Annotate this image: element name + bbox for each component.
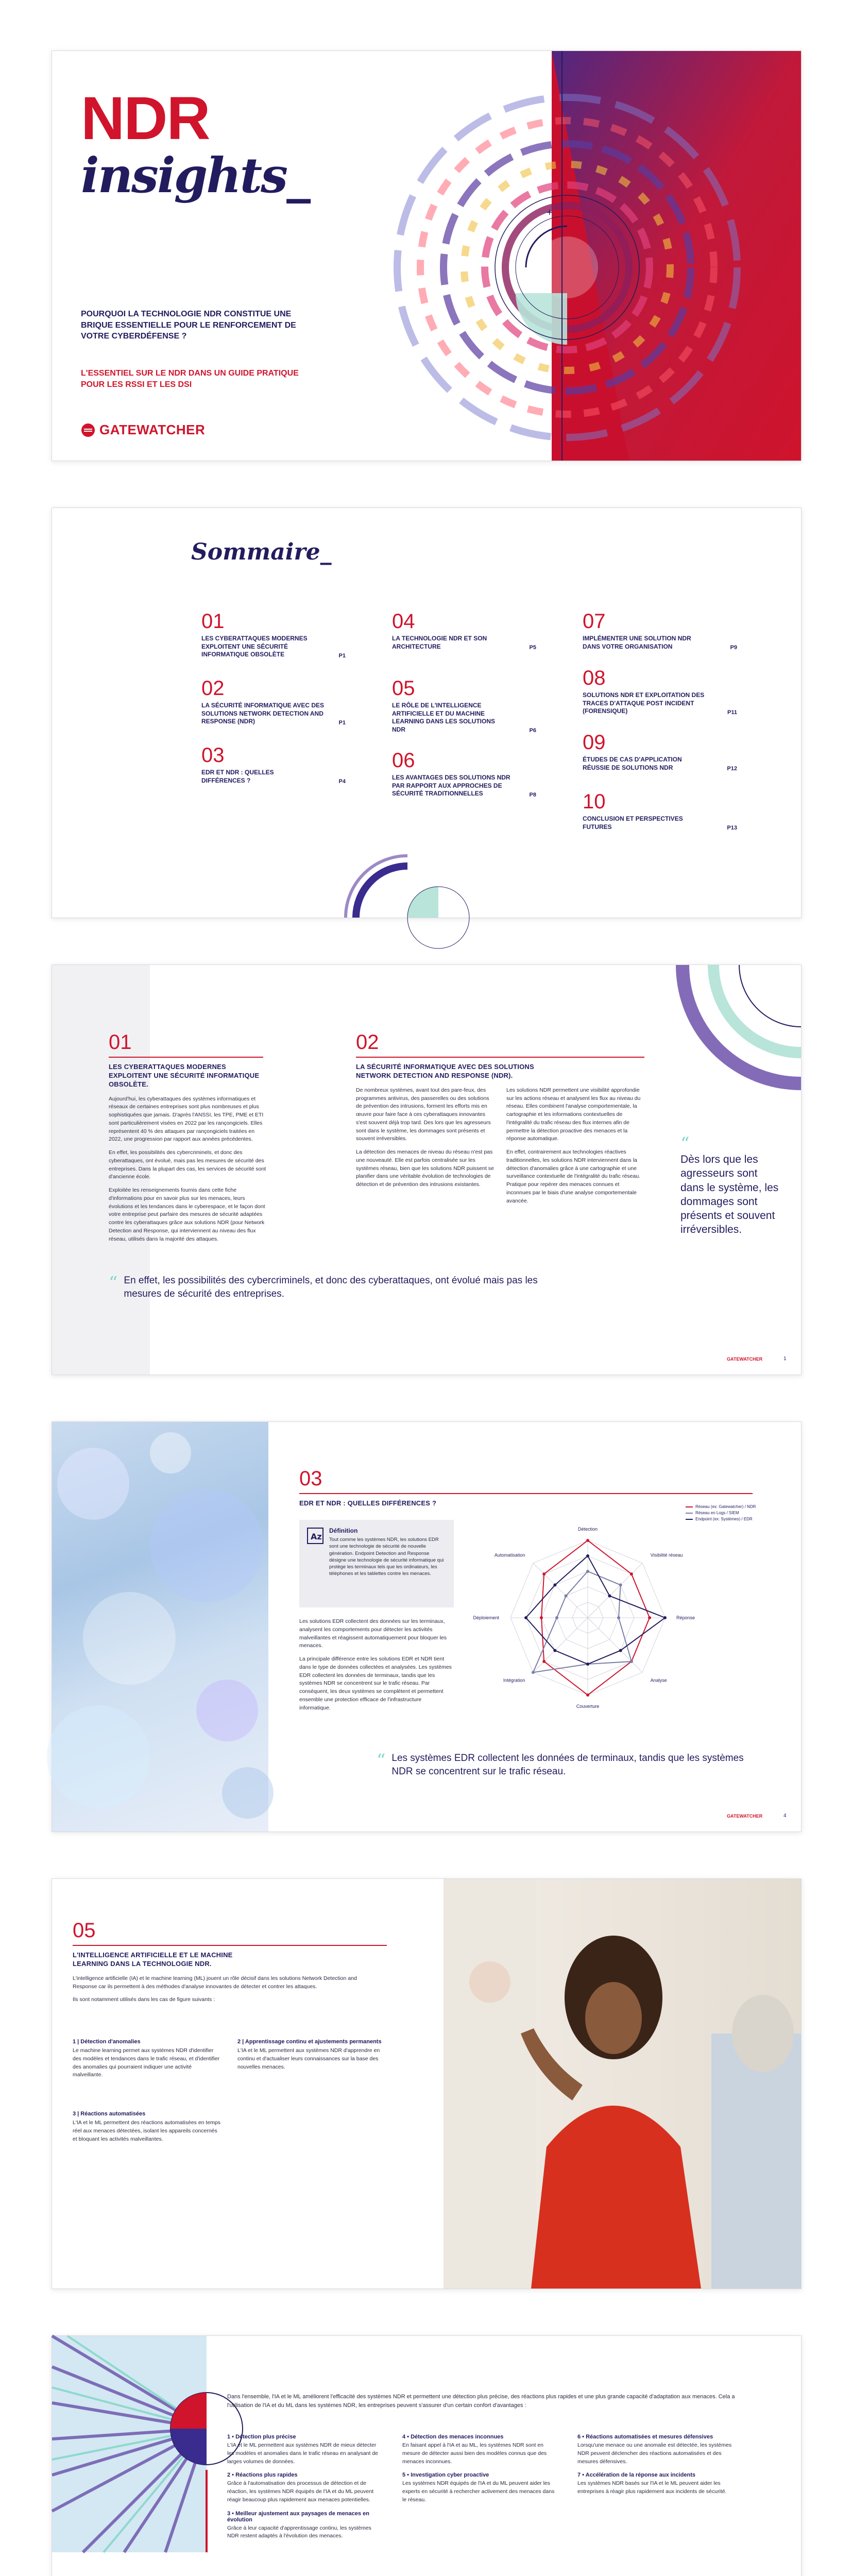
side-quote [680, 1135, 783, 1237]
paragraph: Exploitée les renseignements fournis dans cette fiche d'informations pour en savoir plus sur les menaces, leurs évolutions et les tendances dans le cyberespace, et le façon dont votre entreprise peut parfaire des mesures de sécurité adaptées contre les cyberattaques grâce aux solutions NDR (pour Network Detection and Response, qui interviennent au niveau des flux réseau, utilisés dans la majorité des attaques. [109, 1187, 265, 1242]
section-title: EDR ET NDR : QUELLES DIFFÉRENCES ? [299, 1499, 437, 1507]
cover-subtitle-italic: insights_ [81, 147, 310, 204]
benefits-col-2 [402, 2434, 557, 2510]
radar-point [630, 1660, 633, 1663]
radar-point [586, 1663, 589, 1666]
benefit-text: Les systèmes NDR basés sur l'IA et le ML peuvent aider les entreprises à réagir plus rapidement aux incidents de sécurité. [577, 2480, 727, 2495]
page-number: 4 [783, 1813, 787, 1819]
toc-number: 09 [583, 731, 606, 754]
toc-title: IMPLÉMENTER UNE SOLUTION NDR DANS VOTRE ORGANISATION [583, 635, 691, 650]
gatewatcher-logo [81, 422, 205, 438]
legend-item [686, 1517, 783, 1521]
page-03 [52, 1421, 802, 1832]
cover-page [52, 50, 802, 461]
section-rule [356, 1057, 644, 1058]
cover-question: POURQUOI LA TECHNOLOGIE NDR CONSTITUE UNE BRIQUE ESSENTIELLE POUR LE RENFORCEMENT DE VOTRE CYBERDÉFENSE ? [81, 310, 296, 341]
benefit-title: 6 • Réactions automatisées et mesures défensives [577, 2434, 713, 2440]
toc-item[interactable] [583, 668, 737, 716]
benefit-item [402, 2472, 557, 2504]
toc-item[interactable] [201, 611, 346, 659]
benefit-text: Le machine learning permet aux systèmes NDR d'identifier des modèles et tendances dans le trafic réseau, et d'identifier des anomalies qui pourraient indiquer une activité malveillante. [73, 2047, 220, 2078]
radar-point [619, 1649, 622, 1652]
legend-label: Réseau en Logs / SIEM [695, 1511, 739, 1515]
benefits-col-1 [227, 2434, 382, 2546]
page-benefits [52, 2335, 802, 2576]
radar-point [619, 1583, 622, 1586]
toc-page: P13 [727, 825, 737, 832]
toc-page: P4 [338, 778, 346, 785]
toc-number: 02 [201, 677, 225, 700]
toc-number: 01 [201, 610, 225, 633]
paragraph: L'intelligence artificielle (IA) et le machine learning (ML) jouent un rôle décisif dans les solutions Network Detection and Response car ils permettent à des méthodes d'analyse innovantes de détecter et contrer les attaques. [73, 1975, 357, 1990]
chart-legend [686, 1504, 783, 1521]
cover-abstract-art [413, 51, 801, 461]
paragraph: Les solutions NDR permettent une visibilité approfondie sur les actions réseau et analysent les flux au niveau du réseau. Elles combinent l'analyse comportementale, la cartographie et les informations contextuelles de l'intégralité du trafic réseau des flux internes afin de permettre la détection proactive des menaces et la réponse automatique. [506, 1087, 641, 1142]
quote-mark-icon: “ [109, 1273, 118, 1293]
benefit-title: 1 • Détection plus précise [227, 2434, 296, 2440]
paragraph: Ils sont notamment utilisés dans les cas de figure suivants : [73, 1996, 215, 2003]
radar-point [532, 1671, 535, 1674]
toc-title: LE RÔLE DE L'INTELLIGENCE ARTIFICIELLE ET DU MACHINE LEARNING DANS LES SOLUTIONS NDR [392, 702, 496, 733]
radar-axis-label: Déploiement [473, 1615, 499, 1620]
benefit-2 [237, 2039, 387, 2076]
benefit-title: 1 | Détection d'anomalies [73, 2039, 141, 2045]
benefit-text: L'IA et le ML permettent des réactions automatisées en temps réel aux menaces détectées, isolant les appareils concernés et bloquant les activités malveillantes. [73, 2120, 221, 2142]
benefit-item [402, 2434, 557, 2466]
radar-point [542, 1572, 546, 1575]
legend-swatch-icon [686, 1513, 693, 1514]
toc-page: P12 [727, 766, 737, 772]
section-05 [73, 1920, 382, 2009]
benefit-title: 5 • Investigation cyber proactive [402, 2472, 489, 2479]
section-02 [356, 1032, 655, 1210]
radar-point [586, 1554, 589, 1557]
benefit-item [227, 2472, 382, 2504]
legend-item [686, 1504, 783, 1509]
benefit-title: 3 • Meilleur ajustement aux paysages de menaces en évolution [227, 2510, 369, 2523]
paragraph: La détection des menaces de niveau du réseau n'est pas une nouveauté. Elle est parfois centralisée sur les systèmes réseau, bien que les solutions NDR puissent se planifier dans une véritable évolution de technologies de détection et de prévention des intrusions existantes. [356, 1149, 494, 1188]
quote-text: Les systèmes EDR collectent les données de terminaux, tandis que les systèmes NDR se concentrent sur le trafic réseau. [391, 1753, 744, 1777]
corner-sunburst-art [52, 2336, 207, 2552]
radar-point [586, 1539, 589, 1542]
toc-number: 07 [583, 610, 606, 633]
toc-number: 04 [392, 610, 415, 633]
toc-title: SOLUTIONS NDR ET EXPLOITATION DES TRACES D'ATTAQUE POST INCIDENT (FORENSIQUE) [583, 691, 705, 715]
radar-axis-label: Analyse [650, 1677, 667, 1683]
page-number: 1 [783, 1356, 787, 1362]
svg-text:Az: Az [311, 1532, 322, 1541]
benefit-item [227, 2434, 382, 2466]
page-01-02 [52, 964, 802, 1375]
cover-title: NDR [81, 84, 210, 152]
toc-number: 03 [201, 744, 225, 767]
sommaire-page [52, 507, 802, 918]
benefit-text: L'IA et le ML permettent aux systèmes NDR d'apprendre en continu et d'actualiser leurs connaissances sur la base des nouvelles menaces. [237, 2047, 380, 2070]
svg-text:+: + [547, 207, 553, 218]
toc-page: P1 [338, 652, 346, 659]
sommaire-decor [340, 848, 474, 918]
radar-point [542, 1660, 546, 1663]
section-number: 05 [73, 1919, 96, 1942]
paragraph: Aujourd'hui, les cyberattaques des systèmes informatiques et réseaux de certaines entreprises sont plus nombreuses et plus sophistiquées que jamais. D'après l'ANSSI, les TPE, PME et ETI sont particulièrement visées en 2022 par les rançongiciels. Elles représentent 40 % des attaques par rançongiciels traitées en 2022, une progression par rapport aux années précédentes. [109, 1095, 264, 1143]
toc-title: LA TECHNOLOGIE NDR ET SON ARCHITECTURE [392, 635, 487, 650]
toc-title: LES CYBERATTAQUES MODERNES EXPLOITENT UNE SÉCURITÉ INFORMATIQUE OBSOLÈTE [201, 635, 308, 658]
section-title: L'INTELLIGENCE ARTIFICIELLE ET LE MACHINE LEARNING DANS LA TECHNOLOGIE NDR. [73, 1951, 233, 1968]
benefits-intro: Dans l'ensemble, l'IA et le ML améliorent l'efficacité des systèmes NDR et permettent une détection plus précise, des réactions plus rapides et une plus grande capacité d'adaptation aux menaces. Cela a l'utilisation de l'IA et du ML dans les systèmes NDR, les entreprises peuvent s'assurer d'un certain confort d'avantages : [227, 2394, 735, 2409]
radar-point [608, 1595, 611, 1598]
paragraph: La principale différence entre les solutions EDR et NDR tient dans le type de données collectées et analysées. Les systèmes EDR collectent les données de terminaux, tandis que les systèmes NDR se concentrent sur le trafic réseau. Par conséquent, les deux systèmes se complètent et permettent ensemble une protection efficace de l'infrastructure informatique. [299, 1656, 452, 1711]
section-number: 01 [109, 1031, 132, 1054]
legend-swatch-icon [686, 1506, 693, 1507]
woman-office-photo [444, 1879, 801, 2289]
bubble-texture [52, 1422, 268, 1832]
radar-axis-label: Détection [577, 1527, 598, 1532]
radar-axis-label: Intégration [503, 1677, 525, 1683]
legend-label: Réseau (ex: Gatewatcher) / NDR [695, 1504, 756, 1509]
benefit-text: Grâce à leur capacité d'apprentissage continu, les systèmes NDR restent adaptés à l'évolution des menaces. [227, 2524, 371, 2539]
radar-point [617, 1616, 620, 1619]
legend-item [686, 1511, 783, 1515]
toc-title: LA SÉCURITÉ INFORMATIQUE AVEC DES SOLUTIONS NETWORK DETECTION AND RESPONSE (NDR) [201, 702, 325, 725]
benefit-title: 3 | Réactions automatisées [73, 2111, 146, 2117]
definition-title: Définition [329, 1527, 358, 1534]
radar-axis-label: Réponse [676, 1615, 695, 1620]
benefit-title: 7 • Accélération de la réponse aux incidents [577, 2472, 696, 2479]
radar-point [555, 1616, 558, 1619]
section-number: 03 [299, 1467, 322, 1490]
sommaire-heading: Sommaire_ [191, 539, 332, 565]
radar-point [663, 1616, 667, 1619]
radar-axis-label: Visibilité réseau [650, 1552, 683, 1558]
benefit-text: Grâce à l'automatisation des processus de détection et de réaction, les systèmes NDR équipés de l'IA et du ML peuvent réagir beaucoup plus rapidement aux menaces potentielles. [227, 2480, 374, 2503]
footer-logo: GATEWATCHER [727, 1814, 763, 1819]
toc-title: ÉTUDES DE CAS D'APPLICATION RÉUSSIE DE SOLUTIONS NDR [583, 756, 682, 771]
radar-point [553, 1649, 556, 1652]
definition-icon [306, 1527, 324, 1545]
toc-item[interactable] [392, 678, 536, 734]
benefit-item [577, 2472, 732, 2496]
section-01 [109, 1032, 268, 1248]
section-rule [299, 1493, 753, 1494]
radar-point [553, 1583, 556, 1586]
radar-point [540, 1616, 543, 1619]
benefit-text: En faisant appel à l'IA et au ML, les systèmes NDR sont en mesure de détecter aussi bien des modèles connus que des menaces inconnues. [402, 2442, 547, 2465]
benefit-text: Les systèmes NDR équipés de l'IA et du ML peuvent aider les experts en sécurité à rechercher activement des menaces dans le réseau. [402, 2480, 555, 2503]
section-title: LA SÉCURITÉ INFORMATIQUE AVEC DES SOLUTIONS NETWORK DETECTION AND RESPONSE (NDR). [356, 1063, 534, 1079]
page-decor-arcs [644, 965, 801, 1099]
toc-item[interactable] [583, 611, 737, 651]
benefit-item [577, 2434, 732, 2466]
paragraph: Les solutions EDR collectent des données sur les terminaux, analysent les comportements pour détecter les activités malveillantes et réagissent automatiquement pour bloquer les menaces. [299, 1618, 447, 1649]
benefit-1 [73, 2039, 222, 2084]
toc-page: P9 [730, 645, 737, 651]
definition-text: Tout comme les systèmes NDR, les solutions EDR sont une technologie de sécurité de nouvelle génération. Endpoint Detection and Response désigne une technologie de sécurité informatique qui protège les terminaux tels que les ordinateurs, les téléphones et les tablettes contre les menaces. [329, 1537, 444, 1577]
toc-item[interactable] [392, 750, 536, 798]
toc-number: 08 [583, 667, 606, 689]
toc-number: 05 [392, 677, 415, 700]
toc-page: P1 [338, 719, 346, 726]
benefit-title: 4 • Détection des menaces inconnues [402, 2434, 504, 2440]
radar-point [524, 1616, 527, 1619]
toc-title: EDR ET NDR : QUELLES DIFFÉRENCES ? [201, 769, 274, 784]
toc-item[interactable] [392, 611, 536, 651]
section-03-body [299, 1618, 454, 1717]
bottom-quote [109, 1274, 572, 1300]
page-03-quote [377, 1752, 747, 1778]
radar-point [565, 1595, 568, 1598]
toc-item[interactable] [201, 678, 346, 726]
radar-point [648, 1616, 651, 1619]
benefit-item [227, 2511, 382, 2541]
brand-name: GATEWATCHER [99, 422, 206, 437]
footer-logo: GATEWATCHER [727, 1357, 763, 1362]
legend-label: Endpoint (ex: Systèmes) / EDR [695, 1517, 753, 1521]
toc-title: CONCLUSION ET PERSPECTIVES FUTURES [583, 815, 683, 831]
left-image-panel [52, 1422, 268, 1832]
radar-point [586, 1693, 589, 1697]
radar-chart [473, 1504, 783, 1731]
quote-mark-icon: “ [680, 1133, 690, 1154]
paragraph: De nombreux systèmes, avant tout des pare-feux, des programmes antivirus, des passerelles ou des solutions de prévention des intrusions, forment les efforts mis en œuvre pour faire face à ces cyberattaques innovantes s'est souvent déjà trop tard. Des lors que les agresseurs sont dans le système, les dommages sont présents et souvent irréversibles. [356, 1087, 491, 1142]
radar-axis-label: Couverture [576, 1704, 600, 1709]
radar-point [586, 1570, 589, 1573]
cover-tagline: L'ESSENTIEL SUR LE NDR DANS UN GUIDE PRATIQUE POUR LES RSSI ET LES DSI [81, 369, 299, 389]
bottom-quote-text: En effet, les possibilités des cybercriminels, et donc des cyberattaques, ont évolué mais pas les mesures de sécurité des entreprises. [124, 1275, 538, 1299]
radar-axis-label: Automatisation [494, 1552, 525, 1558]
benefit-3 [73, 2111, 222, 2148]
toc-item[interactable] [583, 732, 737, 772]
section-title: LES CYBERATTAQUES MODERNES EXPLOITENT UNE SÉCURITÉ INFORMATIQUE OBSOLÈTE. [109, 1063, 260, 1088]
toc-page: P6 [529, 727, 536, 734]
section-number: 02 [356, 1031, 379, 1054]
radar-point [630, 1572, 633, 1575]
side-quote-text: Dès lors que les agresseurs sont dans le système, les dommages sont présents et souvent irréversibles. [680, 1154, 779, 1236]
benefit-title: 2 • Réactions plus rapides [227, 2472, 298, 2479]
page-05 [52, 1878, 802, 2289]
toc-number: 10 [583, 790, 606, 813]
section-rule [109, 1057, 263, 1058]
section-03 [299, 1468, 608, 1508]
toc-item[interactable] [583, 791, 737, 831]
toc-title: LES AVANTAGES DES SOLUTIONS NDR PAR RAPPORT AUX APPROCHES DE SÉCURITÉ TRADITIONNELLES [392, 774, 510, 798]
gatewatcher-logo-icon [81, 423, 95, 437]
toc-page: P8 [529, 791, 536, 798]
benefit-text: L'IA et le ML permettent aux systèmes NDR de mieux détecter les modèles et anomalies dans le trafic réseau en analysant de larges volumes de données. [227, 2442, 379, 2465]
toc-page: P11 [727, 709, 737, 716]
benefits-col-3 [577, 2434, 732, 2501]
toc-page: P5 [529, 645, 536, 651]
definition-box [299, 1520, 454, 1607]
quote-mark-icon: “ [377, 1750, 386, 1771]
benefit-title: 2 | Apprentissage continu et ajustements permanents [237, 2039, 382, 2045]
section-rule [73, 1945, 387, 1946]
legend-swatch-icon [686, 1519, 693, 1520]
paragraph: En effet, contrairement aux technologies réactives traditionnelles, les solutions NDR interviennent dans la détection d'anomalies grâce à une cartographie et une surveillance contextuelle de l'intégralité du trafic réseau. Pratique pour repérer des menaces connues et inconnues par le biais d'une analyse comportementale avancée. [506, 1149, 640, 1204]
toc-number: 06 [392, 749, 415, 772]
benefit-text: Lorsqu'une menace ou une anomalie est détectée, les systèmes NDR peuvent déclencher des réactions automatisées et des mesures défensives. [577, 2442, 732, 2465]
toc-item[interactable] [201, 745, 346, 785]
paragraph: En effet, les possibilités des cybercriminels, et donc des cyberattaques, ont évolué, mais pas les mesures de sécurité des entreprises. Dans la plupart des cas, les services de sécurité sont d'ancienne école. [109, 1149, 266, 1180]
